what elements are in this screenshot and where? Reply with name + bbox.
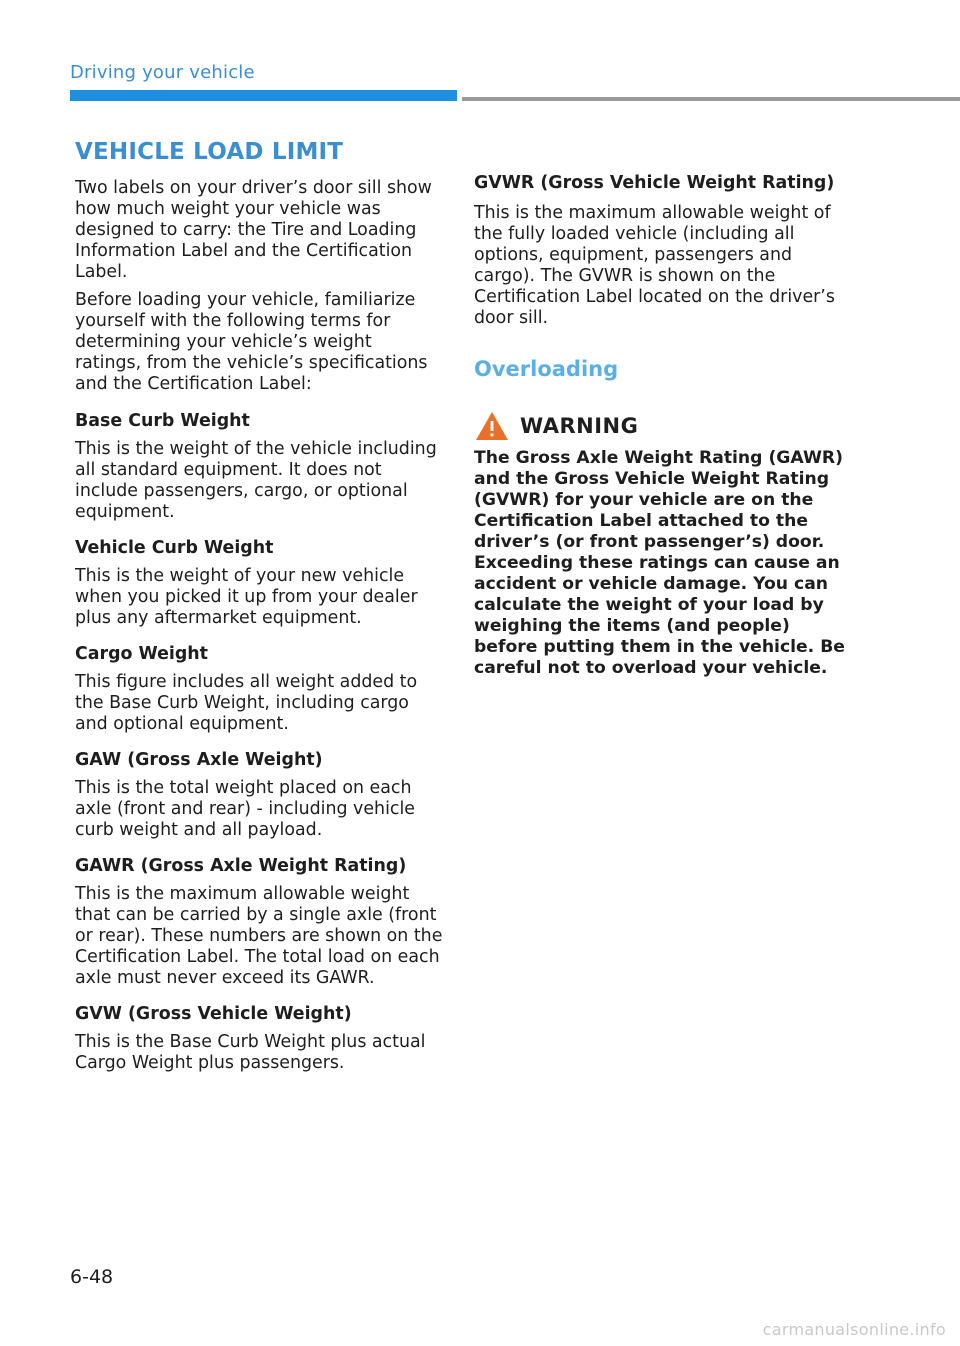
right-column — [474, 173, 846, 686]
warning-triangle-icon — [474, 410, 510, 442]
term-title-gvw: GVW (Gross Vehicle Weight) — [75, 1004, 352, 1024]
term-title-gawr: GAWR (Gross Axle Weight Rating) — [75, 856, 407, 876]
watermark: carmanualsonline.info — [762, 1320, 946, 1339]
warning-title: WARNING — [520, 413, 639, 438]
term-text-vehicle-curb-weight: This is the weight of your new vehicle when you picked it up from your dealer plus any aftermarket equipment. — [75, 566, 418, 628]
term-text-gvwr: This is the maximum allowable weight of the fully loaded vehicle (including all options, equipment, passengers and cargo). The GVWR is shown on the Certification Label located on the driver’s door sill. — [474, 203, 835, 328]
term-text-gawr: This is the maximum allowable weight that can be carried by a single axle (front or rear). These numbers are shown on the Certification Label. The total load on each axle must never exceed its GAWR. — [75, 884, 443, 988]
term-text-cargo-weight: This figure includes all weight added to the Base Curb Weight, including cargo and optional equipment. — [75, 672, 418, 734]
overloading-heading: Overloading — [474, 357, 619, 381]
term-title-base-curb-weight: Base Curb Weight — [75, 411, 250, 431]
page-number: 6-48 — [70, 1266, 114, 1288]
warning-text: The Gross Axle Weight Rating (GAWR) and the Gross Vehicle Weight Rating (GVWR) for your vehicle are on the Certification Label attached to the driver’s (or front passenger’s) door. Exceeding these ratings can cause an accident or vehicle damage. You can calculate the weight of your load by weighing the items (and people) before putting them in the vehicle. Be careful not to overload your vehicle. — [474, 448, 845, 678]
term-title-vehicle-curb-weight: Vehicle Curb Weight — [75, 538, 274, 558]
term-text-gvw: This is the Base Curb Weight plus actual Cargo Weight plus passengers. — [75, 1032, 426, 1073]
page-header-title: Driving your vehicle — [70, 62, 255, 83]
term-title-gaw: GAW (Gross Axle Weight) — [75, 750, 323, 770]
intro-paragraph-1: Two labels on your driver’s door sill show how much weight your vehicle was designed to carry: the Tire and Loading Information Label and the Certification Label. — [75, 178, 432, 282]
term-text-base-curb-weight: This is the weight of the vehicle including all standard equipment. It does not include passengers, cargo, or optional equipment. — [75, 439, 437, 522]
header-accent-rule — [70, 90, 457, 101]
left-column — [75, 138, 443, 1081]
term-text-gaw: This is the total weight placed on each axle (front and rear) - including vehicle curb weight and all payload. — [75, 778, 415, 840]
intro-paragraph-2: Before loading your vehicle, familiarize yourself with the following terms for determining your vehicle’s weight ratings, from the vehicle’s specifications and the Certification Label: — [75, 290, 428, 394]
term-title-cargo-weight: Cargo Weight — [75, 644, 208, 664]
section-title: VEHICLE LOAD LIMIT — [75, 139, 344, 165]
warning-header — [474, 410, 846, 442]
header-gray-rule — [462, 97, 960, 101]
term-title-gvwr: GVWR (Gross Vehicle Weight Rating) — [474, 173, 835, 193]
